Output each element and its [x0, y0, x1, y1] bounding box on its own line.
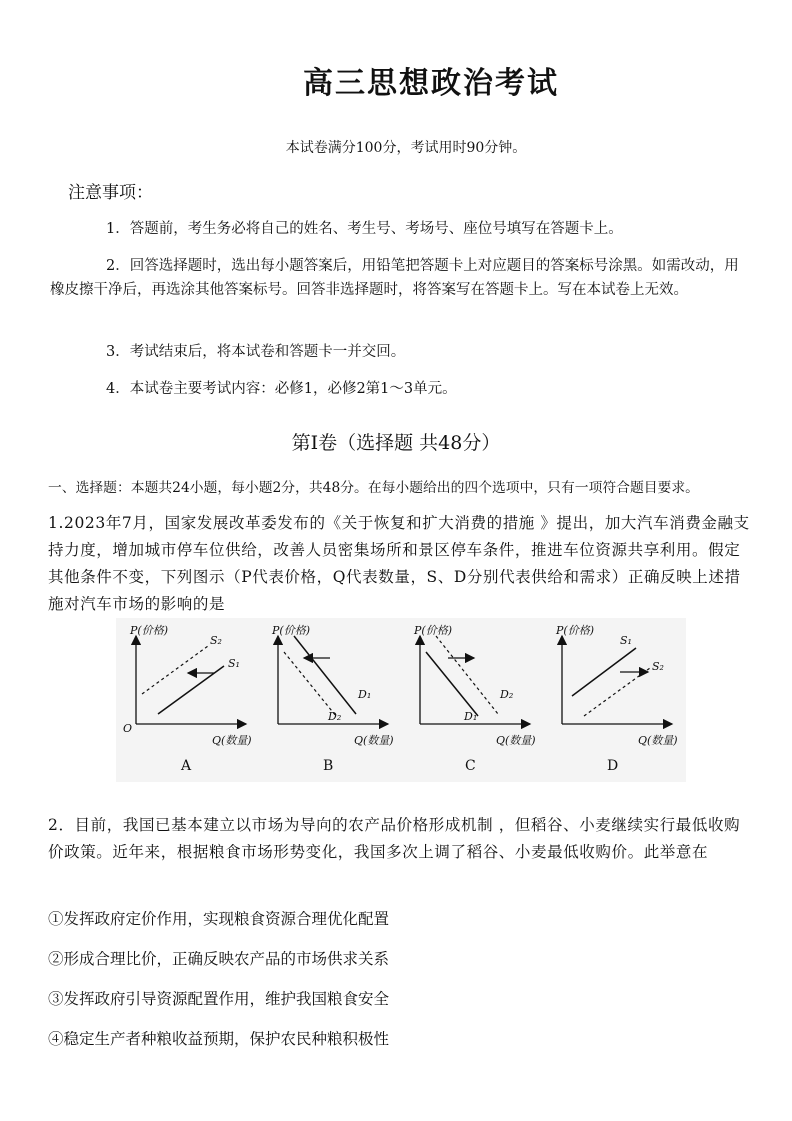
graph-c-solid-curve	[426, 652, 478, 716]
question-1-text: 1.2023年7月，国家发展改革委发布的《关于恢复和扩大消费的措施 》提出，加大汽车消费金融支持力度，增加城市停车位供给，改善人员密集场所和景区停车条件，推进车位资源共享利用。假定其他条件不变，下列图示（P代表价格，Q代表数量，S、D分别代表供给和需求）正确反映上述措施对汽车市场的影响的是	[48, 514, 750, 613]
notice-item-4: 4．本试卷主要考试内容：必修1，必修2第1～3单元。	[106, 381, 457, 397]
supply-demand-graphs	[116, 618, 686, 782]
question-1-figure	[116, 618, 686, 782]
graph-a-origin: O	[123, 722, 133, 735]
graph-a-y-label: P(价格)	[130, 624, 168, 637]
graph-b-x-label: Q(数量)	[354, 734, 394, 747]
graph-d-solid-label: S₁	[620, 634, 632, 647]
graph-d-dashed-curve	[584, 668, 650, 716]
notice-heading: 注意事项：	[68, 183, 153, 203]
graph-c-y-label: P(价格)	[414, 624, 452, 637]
graph-a-option-label: A	[181, 758, 192, 774]
exam-title: 高三思想政治考试	[303, 66, 559, 101]
graph-d-dashed-label: S₂	[652, 660, 664, 673]
question-2-option-3: ③发挥政府引导资源配置作用，维护我国粮食安全	[48, 990, 390, 1008]
notice-item-3: 3．考试结束后，将本试卷和答题卡一并交回。	[106, 344, 406, 360]
section-title: 第Ⅰ卷（选择题 共48分）	[291, 432, 501, 454]
graph-b-dashed-label: D₂	[328, 710, 342, 723]
graph-b-solid-label: D₁	[358, 688, 372, 701]
question-2-option-2: ②形成合理比价，正确反映农产品的市场供求关系	[48, 950, 390, 968]
graph-b-y-label: P(价格)	[272, 624, 310, 637]
exam-subtitle: 本试卷满分100分，考试用时90分钟。	[285, 140, 527, 156]
graph-b-option-label: B	[323, 758, 334, 774]
graph-a-dashed-label: S₂	[210, 634, 222, 647]
graph-a-x-label: Q(数量)	[212, 734, 252, 747]
graph-c-x-label: Q(数量)	[496, 734, 536, 747]
question-2-text: 2．目前，我国已基本建立以市场为导向的农产品价格形成机制 ，但稻谷、小麦继续实行最低收购价政策。近年来，根据粮食市场形势变化，我国多次上调了稻谷、小麦最低收购价。此举意在	[48, 816, 741, 861]
graph-a-solid-label: S₁	[228, 657, 240, 670]
graph-c-option-label: C	[465, 758, 476, 774]
graph-d-y-label: P(价格)	[556, 624, 594, 637]
graph-b-dashed-curve	[284, 652, 336, 716]
graph-a-dashed-curve	[142, 646, 208, 694]
notice-item-2: 2．回答选择题时，选出每小题答案后，用铅笔把答题卡上对应题目的答案标号涂黑。如需改动，用橡皮擦干净后，再选涂其他答案标号。回答非选择题时，将答案写在答题卡上。写在本试卷上无效。	[50, 258, 739, 298]
graph-c-solid-label: D₁	[464, 710, 478, 723]
graph-d-option-label: D	[607, 758, 619, 774]
question-2-option-1: ①发挥政府定价作用，实现粮食资源合理优化配置	[48, 910, 390, 928]
question-2-option-4: ④稳定生产者种粮收益预期，保护农民种粮积极性	[48, 1030, 390, 1048]
graph-d-x-label: Q(数量)	[638, 734, 678, 747]
section-intro: 一、选择题：本题共24小题，每小题2分，共48分。在每小题给出的四个选项中，只有一项符合题目要求。	[48, 480, 699, 496]
notice-item-1: 1．答题前，考生务必将自己的姓名、考生号、考场号、座位号填写在答题卡上。	[106, 221, 623, 237]
graph-c-dashed-label: D₂	[500, 688, 514, 701]
